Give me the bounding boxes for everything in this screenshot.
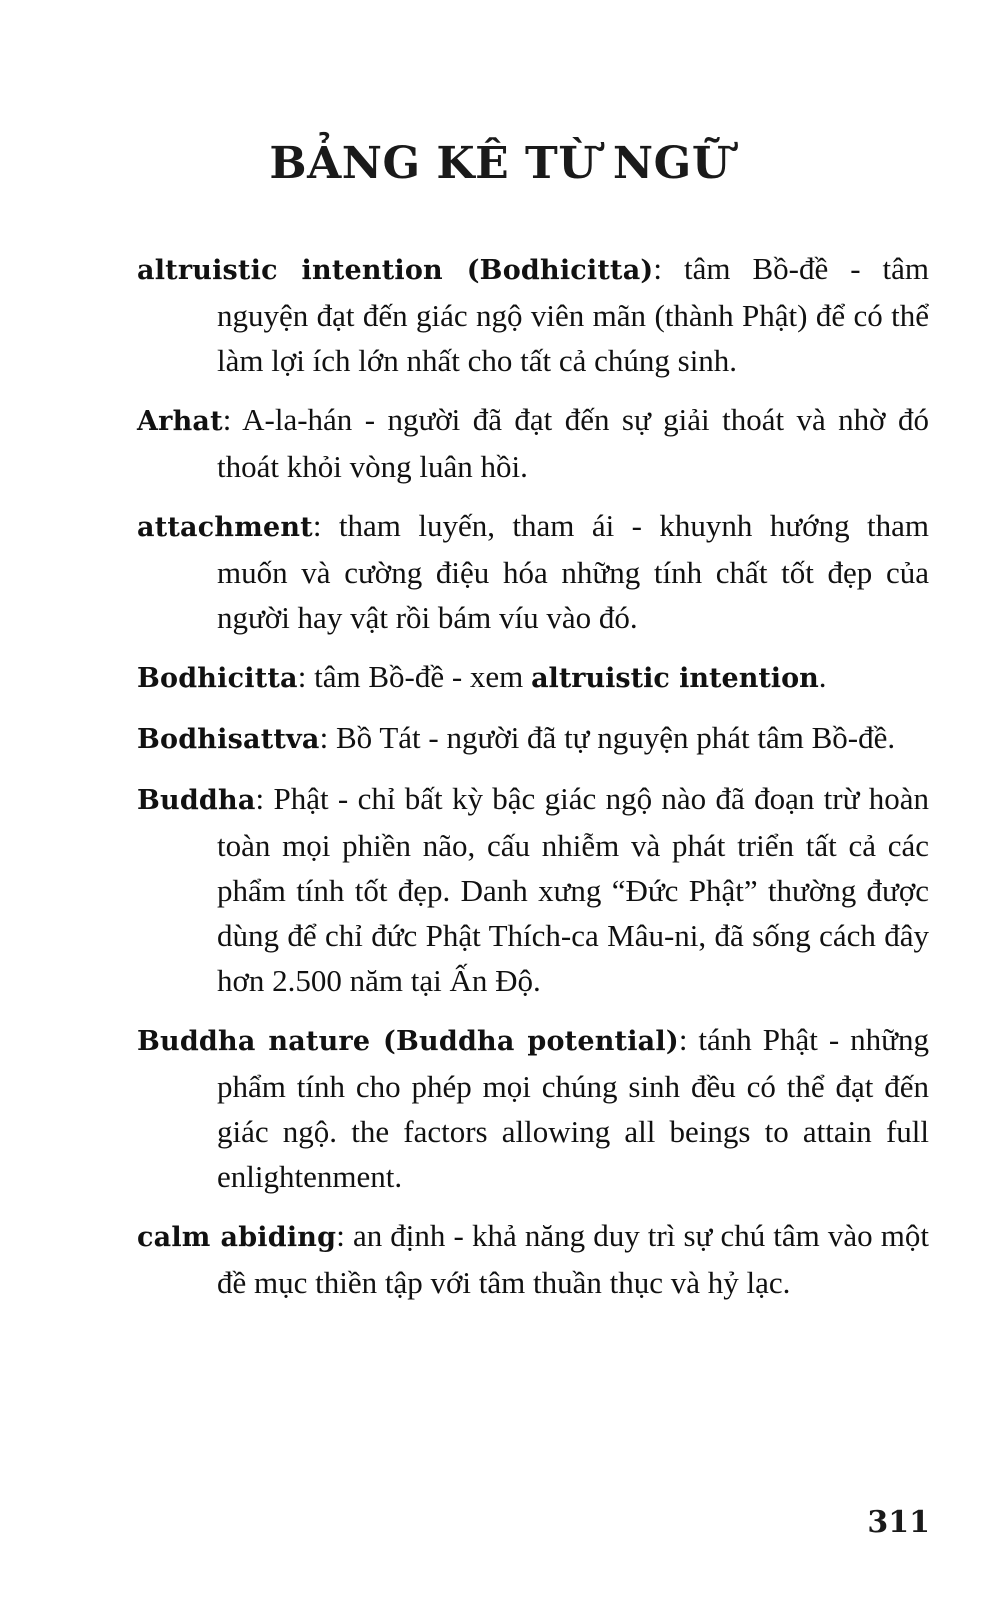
- page-number: 311: [867, 1505, 930, 1540]
- glossary-definition: tâm Bồ-đề - xem: [314, 659, 524, 694]
- glossary-cross-reference: altruistic intention: [531, 663, 819, 694]
- glossary-term: Buddha: [137, 785, 256, 816]
- glossary-term: attachment: [137, 512, 313, 543]
- glossary-term: Bodhicitta: [137, 663, 298, 694]
- glossary-entry-arhat: Arhat: A-la-hán - người đã đạt đến sự giải thoát và nhờ đó thoát khỏi vòng luân hồi.: [137, 402, 929, 484]
- glossary-term: Buddha nature (Buddha potential): [137, 1026, 679, 1057]
- glossary-entry-attachment: attachment: tham luyến, tham ái - khuynh hướng tham muốn và cường điệu hóa những tính chất tốt đẹp của người hay vật rồi bám víu vào đó.: [137, 508, 929, 635]
- page-title: BẢNG KÊ TỪ NGỮ: [269, 138, 731, 189]
- glossary-entry-bodhisattva: Bodhisattva: Bồ Tát - người đã tự nguyện phát tâm Bồ-đề.: [137, 720, 896, 755]
- glossary-definition: an định - khả năng duy trì sự chú tâm vào một đề mục thiền tập với tâm thuần thục và hỷ lạc.: [217, 1218, 929, 1300]
- glossary-list: [137, 246, 929, 1319]
- glossary-definition: Phật - chỉ bất kỳ bậc giác ngộ nào đã đoạn trừ hoàn toàn mọi phiền não, cấu nhiễm và phát triển tất cả các phẩm tính tốt đẹp. Danh xưng “Đức Phật” thường được dùng để chỉ đức Phật Thích-ca Mâu-ni, đã sống cách đây hơn 2.500 năm tại Ấn Độ.: [217, 781, 929, 998]
- glossary-entry-bodhicitta: Bodhicitta: tâm Bồ-đề - xem altruistic intention.: [137, 659, 827, 694]
- glossary-definition: tâm Bồ-đề - tâm nguyện đạt đến giác ngộ viên mãn (thành Phật) để có thể làm lợi ích lớn nhất cho tất cả chúng sinh.: [217, 251, 929, 378]
- glossary-term: Bodhisattva: [137, 724, 320, 755]
- glossary-term: Arhat: [137, 406, 223, 437]
- glossary-entry-buddha-nature: Buddha nature (Buddha potential): tánh Phật - những phẩm tính cho phép mọi chúng sinh đều có thể đạt đến giác ngộ. the factors allowing all beings to attain full enlightenment.: [137, 1022, 929, 1194]
- glossary-definition: Bồ Tát - người đã tự nguyện phát tâm Bồ-đề.: [336, 720, 896, 755]
- glossary-cross-reference-suffix: .: [818, 659, 827, 694]
- glossary-entry-altruistic-intention: altruistic intention (Bodhicitta): tâm Bồ-đề - tâm nguyện đạt đến giác ngộ viên mãn (thành Phật) để có thể làm lợi ích lớn nhất cho tất cả chúng sinh.: [137, 251, 929, 378]
- glossary-definition: A-la-hán - người đã đạt đến sự giải thoát và nhờ đó thoát khỏi vòng luân hồi.: [217, 402, 929, 484]
- glossary-term: altruistic intention (Bodhicitta): [137, 255, 654, 286]
- glossary-entry-buddha: Buddha: Phật - chỉ bất kỳ bậc giác ngộ nào đã đoạn trừ hoàn toàn mọi phiền não, cấu nhiễm và phát triển tất cả các phẩm tính tốt đẹp. Danh xưng “Đức Phật” thường được dùng để chỉ đức Phật Thích-ca Mâu-ni, đã sống cách đây hơn 2.500 năm tại Ấn Độ.: [137, 781, 929, 998]
- glossary-definition: tánh Phật - những phẩm tính cho phép mọi chúng sinh đều có thể đạt đến giác ngộ. the factors allowing all beings to attain full enlightenment.: [217, 1022, 929, 1194]
- glossary-definition: tham luyến, tham ái - khuynh hướng tham muốn và cường điệu hóa những tính chất tốt đẹp của người hay vật rồi bám víu vào đó.: [217, 508, 929, 635]
- glossary-entry-calm-abiding: calm abiding: an định - khả năng duy trì sự chú tâm vào một đề mục thiền tập với tâm thuần thục và hỷ lạc.: [137, 1218, 929, 1300]
- glossary-term: calm abiding: [137, 1222, 337, 1253]
